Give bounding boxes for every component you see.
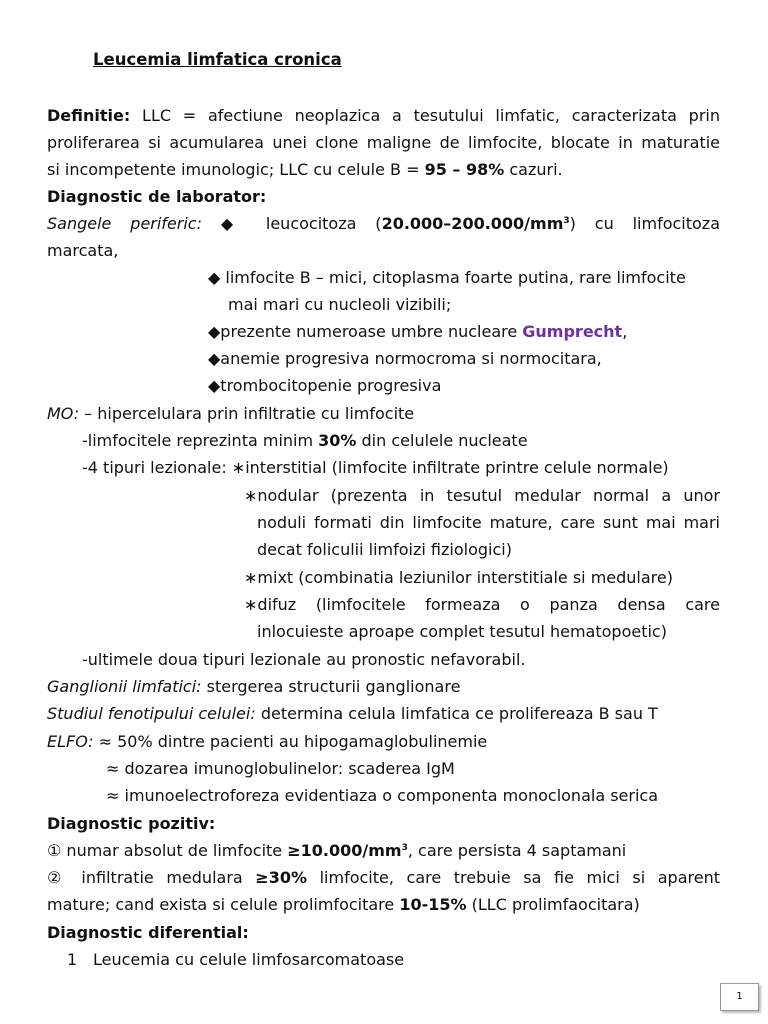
prolymphocyte-range: 10-15% bbox=[399, 895, 467, 914]
lab-bullet-3-text: ◆prezente numeroase umbre nucleare bbox=[208, 322, 523, 341]
positive-heading: Diagnostic pozitiv: bbox=[47, 814, 216, 833]
positive-text-3-end: (LLC prolimfaocitara) bbox=[466, 895, 640, 914]
mo-line-1 bbox=[47, 403, 720, 425]
positive-text-2-end: limfocite, care trebuie sa fie mici si aparent bbox=[307, 868, 720, 887]
positive-text-2: ② infiltratie medulara bbox=[47, 868, 256, 887]
lymphocyte-threshold: ≥10.000/mm bbox=[287, 841, 402, 860]
peripheral-blood-line bbox=[47, 213, 720, 235]
mo-line-8: ∗difuz (limfocitele formeaza o panza densa care bbox=[244, 595, 720, 614]
lymphocyte-threshold-sup: 3 bbox=[401, 843, 408, 853]
differential-item-1 bbox=[67, 949, 740, 971]
mo-text-1: – hipercelulara prin infiltratie cu limfocite bbox=[79, 404, 415, 423]
ganglia-text: stergerea structurii ganglionare bbox=[201, 677, 461, 696]
lab-bullet-5: ◆trombocitopenie progresiva bbox=[208, 376, 442, 395]
definition-text-3: si incompetente imunologic; LLC cu celule B = bbox=[47, 160, 425, 179]
leukocytosis-end: ) cu limfocitoza bbox=[569, 214, 721, 233]
mo-line-6: decat foliculii limfoizi fiziologici) bbox=[257, 540, 512, 559]
ganglia-line bbox=[47, 676, 720, 698]
lab-bullet-2a: ◆ limfocite B – mici, citoplasma foarte putina, rare limfocite bbox=[208, 268, 686, 287]
elfo-line-1 bbox=[47, 731, 720, 753]
page-number-box bbox=[720, 983, 759, 1011]
mo-percentage: 30% bbox=[318, 431, 357, 450]
peripheral-blood-cont: marcata, bbox=[47, 241, 119, 260]
peripheral-blood-label: Sangele periferic: bbox=[47, 214, 202, 233]
mo-text-2-end: din celulele nucleate bbox=[356, 431, 528, 450]
elfo-label: ELFO: bbox=[47, 732, 94, 751]
definition-text-3-end: cazuri. bbox=[504, 160, 563, 179]
leukocytosis-range: 20.000–200.000/mm bbox=[381, 214, 564, 233]
mo-line-10: -ultimele doua tipuri lezionale au pronostic nefavorabil. bbox=[82, 650, 526, 669]
phenotype-text: determina celula limfatica ce prolifereaza B sau T bbox=[255, 704, 658, 723]
positive-text-1: ① numar absolut de limfocite bbox=[47, 841, 288, 860]
mo-line-7: ∗mixt (combinatia leziunilor interstitiale si medulare) bbox=[244, 568, 673, 587]
page-number: 1 bbox=[736, 991, 743, 1002]
positive-line-2 bbox=[47, 867, 720, 889]
positive-text-3: mature; cand exista si celule prolimfocitare bbox=[47, 895, 400, 914]
leukocytosis-sup: 3 bbox=[563, 216, 570, 226]
differential-heading: Diagnostic diferential: bbox=[47, 923, 249, 942]
elfo-line-3: ≈ imunoelectroforeza evidentiaza o componenta monoclonala serica bbox=[106, 786, 659, 805]
lab-bullet-3 bbox=[208, 321, 720, 343]
definition-line-2: proliferarea si acumularea unei clone maligne de limfocite, blocate in maturatie bbox=[47, 133, 720, 152]
elfo-line-2: ≈ dozarea imunoglobulinelor: scaderea IgM bbox=[106, 759, 455, 778]
differential-item-text: Leucemia cu celule limfosarcomatoase bbox=[93, 950, 405, 969]
lab-bullet-2b: mai mari cu nucleoli vizibili; bbox=[228, 295, 452, 314]
marrow-threshold: ≥30% bbox=[255, 868, 307, 887]
definition-text-1: LLC = afectiune neoplazica a tesutului limfatic, caracterizata prin bbox=[142, 106, 720, 125]
phenotype-line bbox=[47, 703, 720, 725]
ganglia-label: Ganglionii limfatici: bbox=[47, 677, 202, 696]
lab-bullet-4: ◆anemie progresiva normocroma si normocitara, bbox=[208, 349, 602, 368]
list-number: 1 bbox=[67, 950, 78, 969]
mo-line-2 bbox=[82, 430, 755, 452]
gumprecht-term: Gumprecht bbox=[522, 322, 623, 341]
mo-label: MO: bbox=[47, 404, 80, 423]
b-cell-percentage: 95 – 98% bbox=[424, 160, 505, 179]
mo-line-3: -4 tipuri lezionale: ∗interstitial (limfocite infiltrate printre celule normale) bbox=[82, 458, 669, 477]
mo-line-5: noduli formati din limfocite mature, care sunt mai mari bbox=[257, 513, 720, 532]
definition-line-3 bbox=[47, 159, 720, 181]
lab-bullet-3-end: , bbox=[622, 322, 628, 341]
positive-line-1 bbox=[47, 840, 720, 862]
lab-heading: Diagnostic de laborator: bbox=[47, 187, 267, 206]
elfo-text-1: ≈ 50% dintre pacienti au hipogamaglobulinemie bbox=[93, 732, 488, 751]
mo-line-4: ∗nodular (prezenta in tesutul medular normal a unor bbox=[244, 486, 720, 505]
positive-text-1-end: , care persista 4 saptamani bbox=[407, 841, 627, 860]
phenotype-label: Studiul fenotipului celulei: bbox=[47, 704, 256, 723]
leukocytosis-text: ◆ leucocitoza ( bbox=[202, 214, 382, 233]
definition-label: Definitie: bbox=[47, 106, 131, 125]
mo-line-9: inlocuieste aproape complet tesutul hematopoetic) bbox=[257, 622, 667, 641]
mo-text-2: -limfocitele reprezinta minim bbox=[82, 431, 319, 450]
page-title: Leucemia limfatica cronica bbox=[93, 50, 342, 69]
positive-line-3 bbox=[47, 894, 720, 916]
definition-line-1 bbox=[47, 105, 720, 127]
